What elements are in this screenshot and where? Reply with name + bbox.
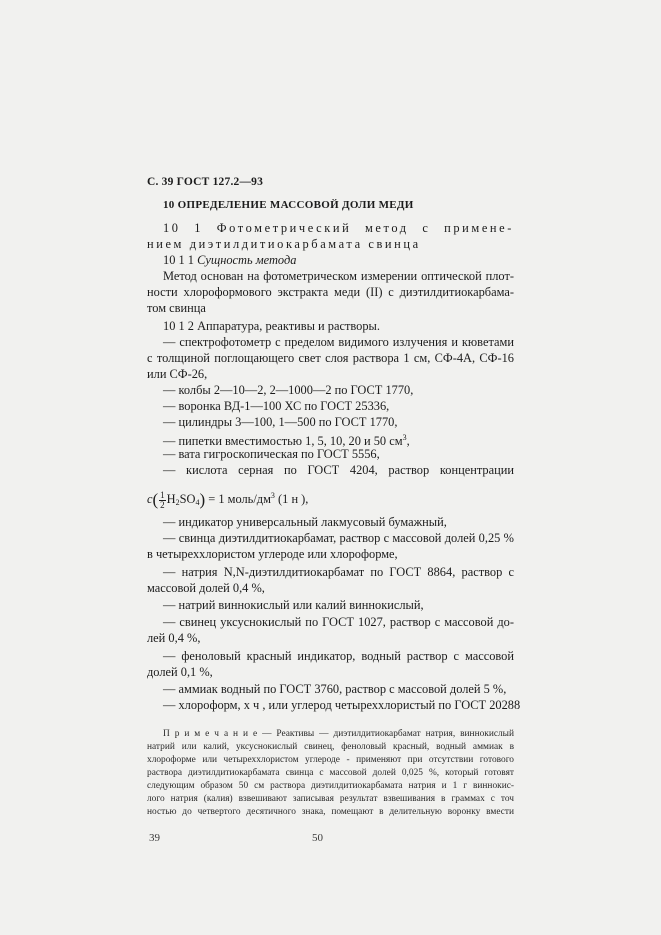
page-number-left: 39 (149, 832, 160, 844)
page-header: С. 39 ГОСТ 127.2—93 (147, 176, 264, 188)
list-item: или СФ-26, (147, 367, 208, 381)
essence-line: ности хлороформового экстракта меди (II) с диэтилдитиокарбама- (147, 285, 514, 299)
formula-c: c (147, 492, 153, 506)
note-line: ностью до четвертого десятичного знака, помещают в делительную воронку вмести (147, 807, 514, 817)
list-item: — цилиндры 3—100, 1—500 по ГОСТ 1770, (163, 415, 398, 429)
list-item: массовой долей 0,4 %, (147, 581, 265, 595)
essence-line: Метод основан на фотометрическом измерении оптической плот- (163, 269, 514, 283)
list-item: — вата гигроскопическая по ГОСТ 5556, (163, 447, 380, 461)
list-item: — пипетки вместимостью 1, 5, 10, 20 и 50 $см^3$, (163, 433, 410, 448)
list-item: — натрий виннокислый или калий виннокислый, (163, 598, 424, 612)
note-line: натрий или калий, уксуснокислый свинец, феноловый красный, водный аммиак в (147, 742, 514, 752)
method-title-line-1: 10 1 Фотометрический метод с примене- (163, 221, 514, 235)
subsection-title: Сущность метода (197, 253, 297, 267)
list-item: долей 0,1 %, (147, 665, 213, 679)
subsection-essence (163, 252, 514, 268)
list-item: — свинец уксуснокислый по ГОСТ 1027, раствор с массовой до- (163, 615, 514, 629)
list-item: — спектрофотометр с пределом видимого излучения и кюветами (163, 335, 514, 349)
essence-line: том свинца (147, 301, 206, 315)
page-number-center: 50 (312, 832, 323, 844)
note-line: П р и м е ч а н и е — Реактивы — диэтилдитиокарбамат натрия, виннокислый (163, 729, 514, 739)
note-line: раствора диэтилдитиокарбамата свинца с массовой долей 0,025 %, который готовят (147, 768, 514, 778)
subsection-number: 10 1 1 (163, 253, 194, 267)
list-item: в четыреххлористом углероде или хлороформе, (147, 547, 398, 561)
method-title-line-2: нием диэтилдитиокарбамата свинца (147, 237, 421, 251)
list-item: — кислота серная по ГОСТ 4204, раствор концентрации (163, 463, 514, 477)
list-item: — свинца диэтилдитиокарбамат, раствор с массовой долей 0,25 % (163, 531, 514, 545)
note-line: следующим образом 50 см раствора диэтилдитиокарбамата натрия и 1 г виннокис- (147, 781, 514, 791)
list-item: — индикатор универсальный лакмусовый бумажный, (163, 515, 447, 529)
list-item: лей 0,4 %, (147, 631, 201, 645)
section-title: 10 ОПРЕДЕЛЕНИЕ МАССОВОЙ ДОЛИ МЕДИ (163, 199, 414, 211)
note-line: лого натрия (калия) взвешивают записывая результат взвешивания в граммах с точ (147, 794, 514, 804)
concentration-formula: c( $\frac{1}{2}$ $H_2SO_4) = 1$ моль/$дм^3$ (1 н ), (147, 489, 309, 510)
equipment-title: 10 1 2 Аппаратура, реактивы и растворы. (163, 319, 380, 333)
list-item-text: — пипетки вместимостью 1, 5, 10, 20 и 50 см (163, 434, 403, 448)
note-line: хлороформе или четыреххлористом углероде - применяют при отсутствии готового (147, 755, 514, 765)
list-item: — хлороформ, х ч , или углерод четыреххлористый по ГОСТ 20288 (163, 698, 521, 712)
list-item: — натрия N,N-диэтилдитиокарбамат по ГОСТ 8864, раствор с (163, 565, 514, 579)
list-item: — воронка ВД-1—100 ХС по ГОСТ 25336, (163, 399, 390, 413)
superscript: 3 (402, 433, 407, 442)
formula-fraction: $\frac{1}{2}$ (160, 489, 165, 510)
list-item: — аммиак водный по ГОСТ 3760, раствор с массовой долей 5 %, (163, 682, 507, 696)
list-item: — феноловый красный индикатор, водный раствор с массовой (163, 649, 514, 663)
list-item: — колбы 2—10—2, 2—1000—2 по ГОСТ 1770, (163, 383, 414, 397)
list-item: с толщиной поглощающего свет слоя раствора 1 см, СФ-4А, СФ-16 (147, 351, 514, 365)
